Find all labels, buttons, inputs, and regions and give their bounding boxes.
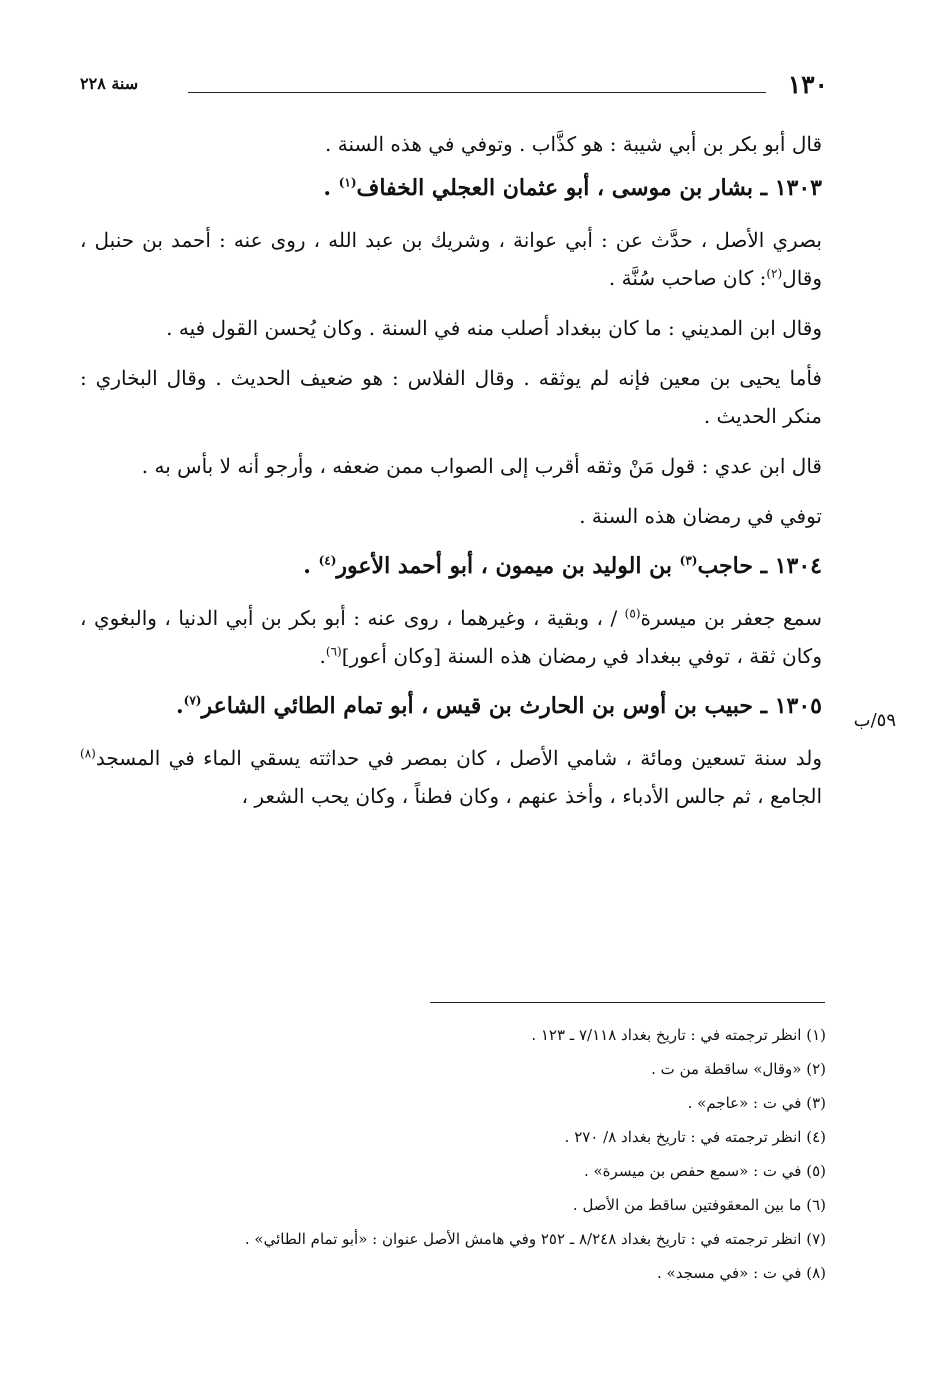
paragraph <box>80 125 822 163</box>
footnote: (٦) ما بين المعقوفتين ساقط من الأصل . <box>572 1196 826 1214</box>
entry-title: ١٣٠٤ ـ حاجب <box>697 553 822 579</box>
footnote-ref: (٤) <box>318 553 337 568</box>
paragraph <box>80 309 822 347</box>
footnote-ref: (٦) <box>325 644 342 659</box>
entry-tail: . <box>323 175 332 201</box>
page-number: ١٣٠ <box>787 70 828 99</box>
running-title: سنة ٢٢٨ <box>80 74 139 93</box>
paragraph <box>80 359 822 435</box>
paragraph <box>80 497 822 535</box>
paragraph <box>80 447 822 485</box>
entry-title-cont: بن الوليد بن ميمون ، أبو أحمد الأعور <box>336 553 680 579</box>
main-text <box>80 125 822 827</box>
paragraph-tail: / ، وبقية ، وغيرهما ، روى عنه : أبو بكر بن أبي الدنيا ، والبغوي ، وكان ثقة ، توفي ببغداد في رمضان هذه السنة [وكان أعور] <box>80 606 822 668</box>
paragraph-tail: : كان صاحب سُنَّة . <box>608 266 767 290</box>
footnote-separator <box>430 1002 825 1003</box>
footnote: (٧) انظر ترجمته في : تاريخ بغداد ٨/٢٤٨ ـ ٢٥٢ وفي هامش الأصل عنوان : «أبو تمام الطائي» . <box>244 1230 826 1248</box>
paragraph-text: بصري الأصل ، حدَّث عن : أبي عوانة ، وشريك بن عبد الله ، روى عنه : أحمد بن حنبل ، وقال <box>80 228 822 290</box>
paragraph-text: وقال ابن المديني : ما كان ببغداد أصلب منه في السنة . وكان يُحسن القول فيه . <box>166 316 822 340</box>
paragraph <box>80 599 822 675</box>
footnote-ref: (٣) <box>679 553 698 568</box>
paragraph <box>80 221 822 297</box>
footnote: (٣) في ت : «عاجم» . <box>687 1094 826 1112</box>
biography-entry-heading <box>80 169 822 207</box>
paragraph-tail: . <box>319 644 326 668</box>
entry-title: ١٣٠٥ ـ حبيب بن أوس بن الحارث بن قيس ، أبو تمام الطائي الشاعر <box>201 693 822 719</box>
footnote: (٤) انظر ترجمته في : تاريخ بغداد ٨/ ٢٧٠ . <box>564 1128 826 1146</box>
paragraph-tail: الجامع ، ثم جالس الأدباء ، وأخذ عنهم ، وكان فطناً ، وكان يحب الشعر ، <box>241 784 822 808</box>
footnote: (١) انظر ترجمته في : تاريخ بغداد ٧/١١٨ ـ ١٢٣ . <box>531 1026 826 1044</box>
paragraph-text: سمع جعفر بن ميسرة <box>640 606 822 630</box>
entry-tail: . <box>175 693 184 719</box>
footnote-ref: (٢) <box>766 266 783 281</box>
page-header <box>80 70 828 104</box>
paragraph-text: ولد سنة تسعين ومائة ، شامي الأصل ، كان بمصر في حداثته يسقي الماء في المسجد <box>95 746 822 770</box>
footnotes <box>120 1018 826 1290</box>
footnote: (٢) «وقال» ساقطة من ت . <box>651 1060 826 1078</box>
footnote-ref: (٧) <box>183 693 202 708</box>
paragraph-text: توفي في رمضان هذه السنة . <box>579 504 822 528</box>
footnote-ref: (١) <box>338 175 357 190</box>
biography-entry-heading <box>80 547 822 585</box>
entry-title: ١٣٠٣ ـ بشار بن موسى ، أبو عثمان العجلي الخفاف <box>356 175 822 201</box>
footnote-ref: (٨) <box>80 746 96 761</box>
footnote-ref: (٥) <box>624 606 641 621</box>
header-rule <box>188 92 766 93</box>
paragraph <box>80 739 822 815</box>
paragraph-text: فأما يحيى بن معين فإنه لم يوثقه . وقال الفلاس : هو ضعيف الحديث . وقال البخاري : منكر الحديث . <box>80 366 822 428</box>
biography-entry-heading <box>80 687 822 725</box>
paragraph-text: قال ابن عدي : قول مَنْ وثقه أقرب إلى الصواب ممن ضعفه ، وأرجو أنه لا بأس به . <box>141 454 822 478</box>
paragraph-text: قال أبو بكر بن أبي شيبة : هو كذَّاب . وتوفي في هذه السنة . <box>325 132 822 156</box>
entry-tail: . <box>303 553 311 579</box>
manuscript-folio-note: ٥٩/ب <box>853 710 896 731</box>
footnote: (٥) في ت : «سمع حفص بن ميسرة» . <box>583 1162 826 1180</box>
footnote: (٨) في ت : «في مسجد» . <box>657 1264 826 1282</box>
